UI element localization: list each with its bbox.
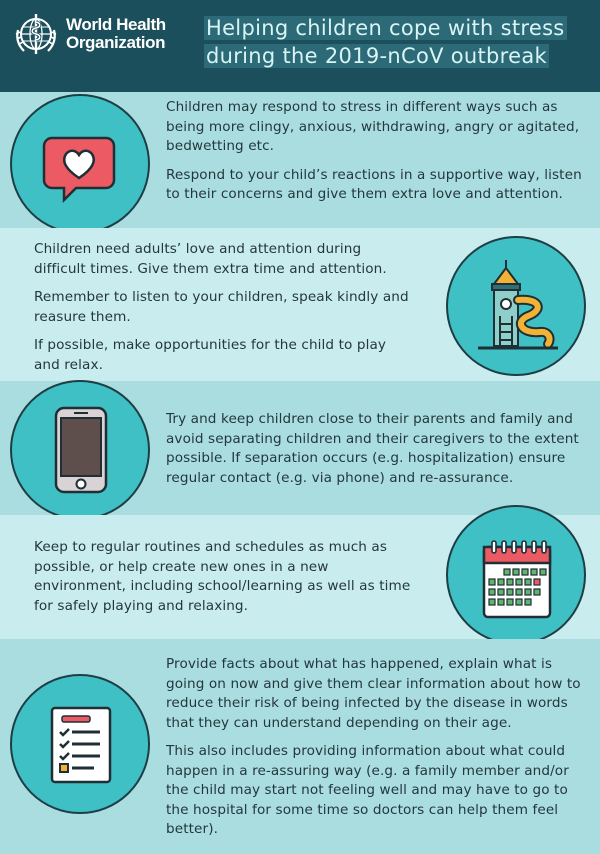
section-2-paragraph-3: If possible, make opportunities for the child to play and relax.	[34, 337, 387, 373]
section-5-paragraph-1: Provide facts about what has happened, explain what is going on now and give them clear information about how to reduce their risk of being infected by the disease in words that they can understand depending on their age.	[166, 656, 581, 731]
section-5-icon-circle	[10, 674, 150, 814]
checklist-icon	[12, 676, 148, 812]
organization-name-line2: Organization	[66, 33, 166, 52]
organization-name	[66, 16, 166, 52]
section-4-text	[34, 538, 414, 625]
playground-slide-icon	[448, 238, 584, 374]
section-3-text	[166, 410, 590, 497]
header-bar	[0, 0, 600, 92]
page-title	[204, 14, 584, 70]
section-5-paragraph-2: This also includes providing information about what could happen in a re-assuring way (e.g. a family member and/or the child may start not feeling well and may have to go to the hospital for some time so doctors can help them feel better).	[166, 743, 569, 837]
section-5-text	[166, 655, 590, 849]
section-4-paragraph-1: Keep to regular routines and schedules as much as possible, or help create new ones in a new environment, including school/learning as well as time for safely playing and relaxing.	[34, 539, 411, 614]
who-emblem-icon	[12, 10, 60, 58]
page-title-text: Helping children cope with stress during the 2019-nCoV outbreak	[206, 16, 565, 68]
section-4-icon-circle	[446, 505, 586, 645]
heart-chat-icon	[12, 96, 148, 232]
phone-icon	[12, 382, 148, 518]
section-1-paragraph-1: Children may respond to stress in different ways such as being more clingy, anxious, withdrawing, angry or agitated, bedwetting etc.	[166, 99, 580, 154]
section-2-paragraph-2: Remember to listen to your children, speak kindly and reasure them.	[34, 289, 409, 325]
section-1-paragraph-2: Respond to your child’s reactions in a supportive way, listen to their concerns and give them extra love and attention.	[166, 166, 582, 202]
section-2-text	[34, 240, 414, 384]
section-1-icon-circle	[10, 94, 150, 234]
section-3-icon-circle	[10, 380, 150, 520]
section-2-paragraph-1: Children need adults’ love and attention during difficult times. Give them extra time and attention.	[34, 241, 387, 277]
section-2-icon-circle	[446, 236, 586, 376]
calendar-icon	[448, 507, 584, 643]
section-3-paragraph-1: Try and keep children close to their parents and family and avoid separating children and their caregivers to the extent possible. If separation occurs (e.g. hospitalization) ensure regular contact (e.g. via phone) and re-assurance.	[166, 411, 579, 486]
section-1-text	[166, 98, 586, 214]
organization-name-line1: World Health	[66, 15, 166, 34]
